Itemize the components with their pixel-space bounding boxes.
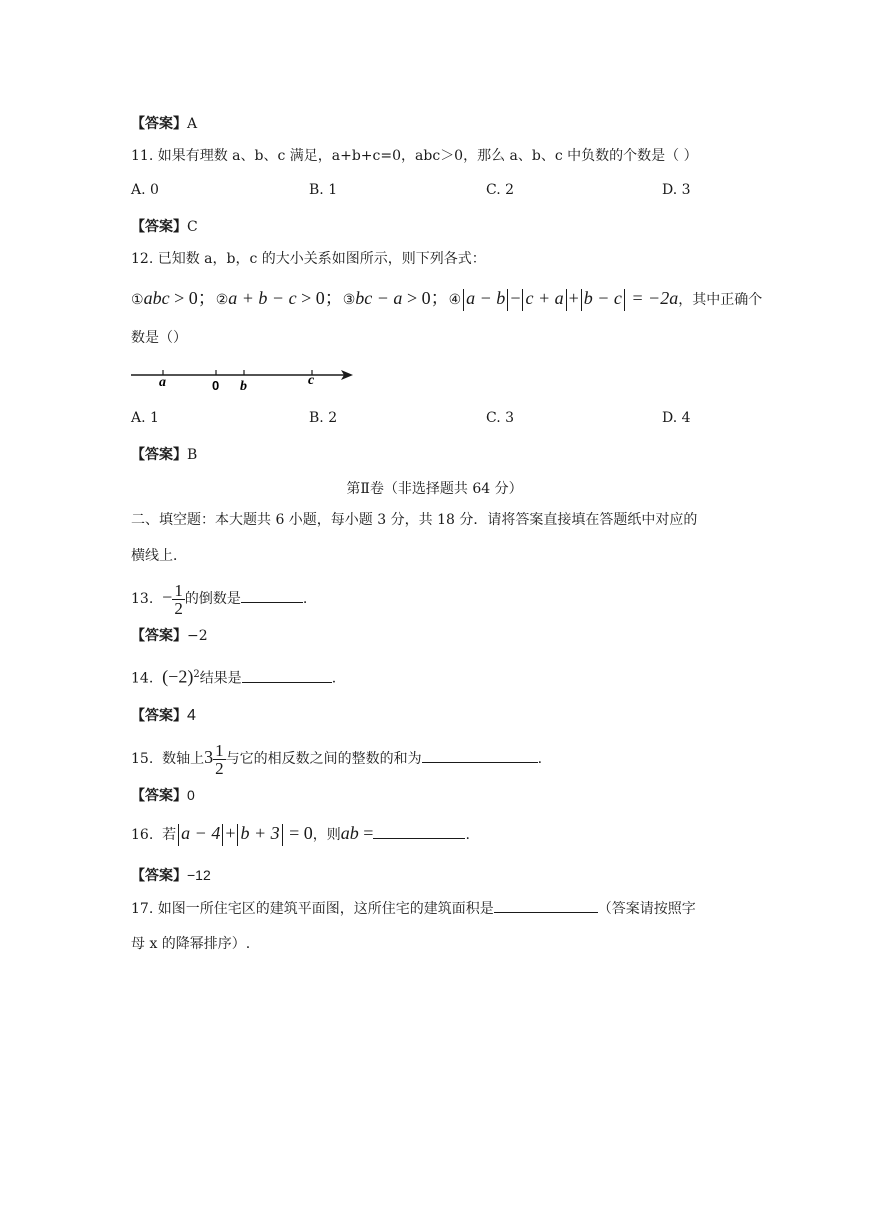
q12-option-a: A. 1 <box>131 410 159 426</box>
q12-option-c: C. 3 <box>486 410 515 426</box>
answer-blank[interactable] <box>242 668 332 683</box>
answer-label: 【答案】 <box>131 628 187 644</box>
answer-label: 【答案】 <box>131 868 187 884</box>
question-12-text: 12. 已知数 a，b，c 的大小关系如图所示，则下列各式： <box>131 251 486 267</box>
question-12-expressions: ①abc > 0；②a + b − c > 0；③bc − a > 0；④ a − b − c + a + b − c = −2a，其中正确个 <box>131 285 762 313</box>
fraction-one-half: $\frac{1}{2}$ <box>174 580 183 618</box>
answer-label: 【答案】 <box>131 788 187 804</box>
question-16: 16. 若 a − 4 + b + 3 = 0，则ab = . <box>131 820 470 848</box>
answer-13 <box>131 625 208 645</box>
question-11-text: 11. 如果有理数 a、b、c 满足，a+b+c=0，abc＞0，那么 a、b、c 中负数的个数是（ ） <box>131 148 698 164</box>
q12-option-d: D. 4 <box>662 410 691 426</box>
expr-2: a + b − c <box>228 288 297 308</box>
label-0: 0 <box>212 378 220 393</box>
q11-option-d: D. 3 <box>662 182 691 198</box>
answer-label: 【答案】 <box>131 447 187 463</box>
expr-4c: b − c <box>583 288 622 308</box>
answer-value: 0 <box>187 787 195 803</box>
answer-label: 【答案】 <box>131 116 187 132</box>
question-17: 17. 如图一所住宅区的建筑平面图，这所住宅的建筑面积是 （答案请按照字 <box>131 898 696 919</box>
question-12-text-2: 数是（） <box>131 330 187 346</box>
label-b: b <box>240 379 247 394</box>
question-13: 13. − $\frac{1}{2}$ 的倒数是 . <box>131 580 308 618</box>
answer-label: 【答案】 <box>131 219 187 235</box>
section-2-instructions-2: 横线上． <box>131 548 187 564</box>
answer-value: B <box>187 447 198 463</box>
answer-14 <box>131 705 196 725</box>
question-14: 14. $(-2)^2$结果是 . <box>131 666 337 687</box>
label-c: c <box>308 373 315 388</box>
fraction-one-half: $\frac{1}{2}$ <box>215 740 224 778</box>
expr-4a: a − b <box>466 288 506 308</box>
expr-3: bc − a <box>355 288 403 308</box>
answer-15 <box>131 785 195 805</box>
answer-blank[interactable] <box>241 588 303 603</box>
answer-value: 4 <box>187 707 196 724</box>
answer-value: −12 <box>187 867 211 883</box>
number-line-figure <box>131 362 361 396</box>
answer-10 <box>131 113 197 133</box>
answer-value: A <box>187 116 198 132</box>
question-15: 15. 数轴上3 $\frac{1}{2}$ 与它的相反数之间的整数的和为 . <box>131 740 543 778</box>
answer-value: C <box>187 219 198 235</box>
section-2-instructions: 二、填空题：本大题共 6 小题，每小题 3 分，共 18 分．请将答案直接填在答题纸中对应的 <box>131 512 698 528</box>
expr-1: abc <box>143 288 170 308</box>
q11-option-c: C. 2 <box>486 182 515 198</box>
answer-11 <box>131 216 198 236</box>
label-a: a <box>159 375 166 390</box>
question-17-text-2: 母 x 的降幂排序）. <box>131 936 251 952</box>
answer-blank[interactable] <box>373 824 465 839</box>
answer-16 <box>131 865 211 885</box>
answer-blank[interactable] <box>422 748 538 763</box>
answer-label: 【答案】 <box>131 708 187 724</box>
q11-option-b: B. 1 <box>309 182 338 198</box>
section-2-title: 第Ⅱ卷（非选择题共 64 分） <box>346 481 523 497</box>
answer-blank[interactable] <box>494 898 598 913</box>
expr-4b: c + a <box>525 288 564 308</box>
q11-option-a: A. 0 <box>131 182 159 198</box>
answer-12 <box>131 444 197 464</box>
q12-option-b: B. 2 <box>309 410 338 426</box>
answer-value: −2 <box>187 628 208 644</box>
